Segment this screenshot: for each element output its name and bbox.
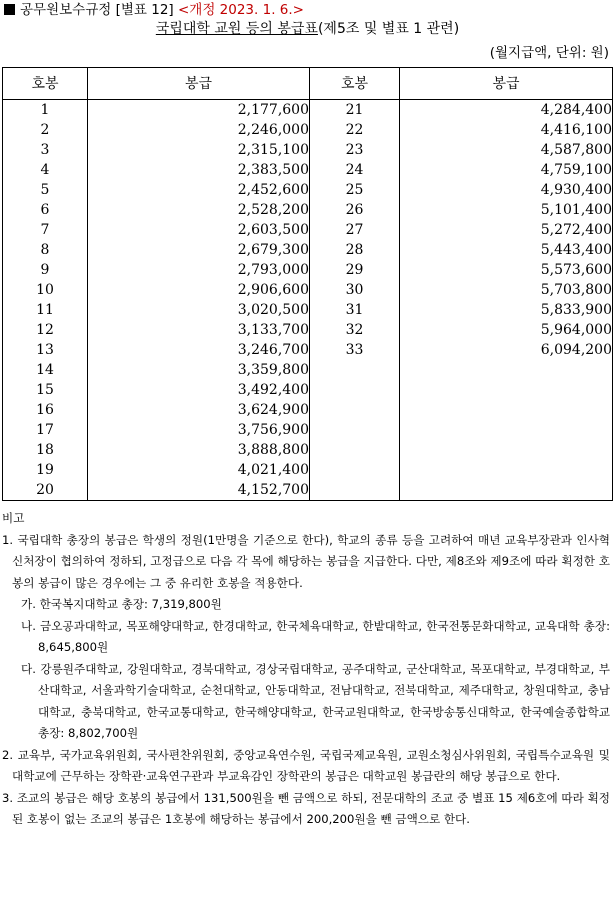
- salary-table: [2, 67, 613, 501]
- pay-left-cell: 2,177,600: [88, 100, 310, 121]
- pay-right-cell: [400, 400, 613, 420]
- grade-left-cell: 7: [3, 220, 88, 240]
- grade-left-cell: 18: [3, 440, 88, 460]
- pay-right-cell: 4,587,800: [400, 140, 613, 160]
- grade-left-cell: 5: [3, 180, 88, 200]
- table-row: [3, 460, 613, 480]
- pay-left-cell: 4,152,700: [88, 480, 310, 501]
- table-row: [3, 100, 613, 121]
- grade-left-cell: 6: [3, 200, 88, 220]
- pay-left-cell: 2,246,000: [88, 120, 310, 140]
- remarks-heading: 비고: [2, 511, 25, 525]
- pay-left-cell: 3,492,400: [88, 380, 310, 400]
- title-main: 국립대학 교원 등의 봉급표: [155, 21, 318, 37]
- grade-right-cell: [310, 360, 400, 380]
- grade-left-cell: 14: [3, 360, 88, 380]
- grade-right-cell: [310, 380, 400, 400]
- table-row: [3, 160, 613, 180]
- grade-left-cell: 13: [3, 340, 88, 360]
- pay-left-cell: 3,888,800: [88, 440, 310, 460]
- table-row: [3, 380, 613, 400]
- grade-left-cell: 10: [3, 280, 88, 300]
- remark-item-1: 1. 국립대학 총장의 봉급은 학생의 정원(1만명을 기준으로 한다), 학교의 종류 등을 고려하여 매년 교육부장관과 인사혁신처장이 협의하여 정하되, 고정급으로 다음 각 목에 해당하는 봉급을 지급한다. 다만, 제8조와 제9조에 따라 획정한 호봉의 봉급이 많은 경우에는 그 중 유리한 호봉을 적용한다.: [2, 532, 610, 590]
- grade-left-cell: 3: [3, 140, 88, 160]
- header-pay-left: 봉급: [88, 68, 310, 100]
- pay-left-cell: 3,246,700: [88, 340, 310, 360]
- grade-left-cell: 2: [3, 120, 88, 140]
- table-row: [3, 400, 613, 420]
- grade-left-cell: 15: [3, 380, 88, 400]
- pay-left-cell: 4,021,400: [88, 460, 310, 480]
- document-header: [4, 2, 304, 19]
- grade-right-cell: [310, 440, 400, 460]
- table-row: [3, 180, 613, 200]
- pay-right-cell: 6,094,200: [400, 340, 613, 360]
- grade-right-cell: 26: [310, 200, 400, 220]
- grade-left-cell: 8: [3, 240, 88, 260]
- grade-left-cell: 20: [3, 480, 88, 501]
- pay-right-cell: [400, 380, 613, 400]
- grade-right-cell: 29: [310, 260, 400, 280]
- remarks-section: [2, 508, 610, 831]
- grade-right-cell: 30: [310, 280, 400, 300]
- grade-left-cell: 19: [3, 460, 88, 480]
- grade-right-cell: 25: [310, 180, 400, 200]
- table-row: [3, 340, 613, 360]
- pay-right-cell: 4,759,100: [400, 160, 613, 180]
- table-row: [3, 280, 613, 300]
- pay-left-cell: 2,679,300: [88, 240, 310, 260]
- pay-left-cell: 3,133,700: [88, 320, 310, 340]
- pay-right-cell: 4,284,400: [400, 100, 613, 121]
- header-grade-left: 호봉: [3, 68, 88, 100]
- table-row: [3, 200, 613, 220]
- pay-left-cell: 3,624,900: [88, 400, 310, 420]
- remark-item-2: 2. 교육부, 국가교육위원회, 국사편찬위원회, 중앙교육연수원, 국립국제교육원, 교원소청심사위원회, 국립특수교육원 및 대학교에 근무하는 장학관·교육연구관과 부교육감인 장학관의 봉급은 대학교원 봉급란의 해당 봉급으로 한다.: [2, 747, 610, 783]
- pay-right-cell: 5,703,800: [400, 280, 613, 300]
- grade-left-cell: 1: [3, 100, 88, 121]
- grade-left-cell: 4: [3, 160, 88, 180]
- table-row: [3, 120, 613, 140]
- remark-item-1-c: 다. 강릉원주대학교, 강원대학교, 경북대학교, 경상국립대학교, 공주대학교, 군산대학교, 목포대학교, 부경대학교, 부산대학교, 서울과학기술대학교, 순천대학교, 안동대학교, 전남대학교, 전북대학교, 제주대학교, 창원대학교, 충남대학교, 충북대학교, 한국교통대학교, 한국해양대학교, 한국교원대학교, 한국방송통신대학교, 한국예술종합학교 총장: 8,802,700원: [21, 661, 610, 740]
- pay-left-cell: 3,020,500: [88, 300, 310, 320]
- grade-right-cell: 33: [310, 340, 400, 360]
- grade-right-cell: 27: [310, 220, 400, 240]
- remark-item-1-b: 나. 금오공과대학교, 목포해양대학교, 한경대학교, 한국체육대학교, 한밭대학교, 한국전통문화대학교, 교육대학 총장: 8,645,800원: [21, 618, 610, 654]
- pay-right-cell: 4,930,400: [400, 180, 613, 200]
- title-suffix: (제5조 및 별표 1 관련): [317, 21, 460, 37]
- grade-right-cell: [310, 480, 400, 501]
- grade-right-cell: [310, 420, 400, 440]
- pay-left-cell: 3,359,800: [88, 360, 310, 380]
- grade-right-cell: 21: [310, 100, 400, 121]
- grade-left-cell: 12: [3, 320, 88, 340]
- pay-right-cell: 5,443,400: [400, 240, 613, 260]
- grade-right-cell: 22: [310, 120, 400, 140]
- remark-item-3: 3. 조교의 봉급은 해당 호봉의 봉급에서 131,500원을 뺀 금액으로 하되, 전문대학의 조교 중 별표 15 제6호에 따라 획정된 호봉이 없는 조교의 봉급은 1호봉에 해당하는 봉급에서 200,200원을 뺀 금액으로 한다.: [2, 790, 610, 826]
- pay-right-cell: [400, 460, 613, 480]
- pay-left-cell: 2,603,500: [88, 220, 310, 240]
- pay-right-cell: [400, 480, 613, 501]
- pay-left-cell: 2,528,200: [88, 200, 310, 220]
- pay-right-cell: 5,101,400: [400, 200, 613, 220]
- table-row: [3, 220, 613, 240]
- grade-right-cell: 28: [310, 240, 400, 260]
- grade-right-cell: [310, 400, 400, 420]
- grade-right-cell: 24: [310, 160, 400, 180]
- pay-right-cell: [400, 420, 613, 440]
- regulation-name: 공무원보수규정: [20, 2, 112, 18]
- grade-left-cell: 9: [3, 260, 88, 280]
- header-pay-right: 봉급: [400, 68, 613, 100]
- grade-right-cell: 32: [310, 320, 400, 340]
- table-row: [3, 480, 613, 501]
- table-row: [3, 360, 613, 380]
- header-grade-right: 호봉: [310, 68, 400, 100]
- grade-right-cell: 31: [310, 300, 400, 320]
- table-row: [3, 320, 613, 340]
- unit-label: (월지급액, 단위: 원): [489, 45, 609, 61]
- pay-left-cell: 2,452,600: [88, 180, 310, 200]
- annex-label: [별표 12]: [115, 2, 174, 18]
- pay-left-cell: 2,793,000: [88, 260, 310, 280]
- pay-right-cell: 5,833,900: [400, 300, 613, 320]
- table-row: [3, 420, 613, 440]
- pay-right-cell: 5,964,000: [400, 320, 613, 340]
- square-bullet-icon: [4, 4, 15, 15]
- grade-left-cell: 17: [3, 420, 88, 440]
- page-title: [0, 19, 615, 39]
- grade-right-cell: [310, 460, 400, 480]
- table-row: [3, 240, 613, 260]
- pay-right-cell: 5,573,600: [400, 260, 613, 280]
- table-row: [3, 440, 613, 460]
- remark-item-1-a: 가. 한국복지대학교 총장: 7,319,800원: [21, 597, 222, 611]
- salary-table-body: [3, 100, 613, 501]
- table-row: [3, 300, 613, 320]
- pay-left-cell: 2,383,500: [88, 160, 310, 180]
- pay-left-cell: 3,756,900: [88, 420, 310, 440]
- pay-right-cell: [400, 360, 613, 380]
- pay-left-cell: 2,315,100: [88, 140, 310, 160]
- table-row: [3, 140, 613, 160]
- grade-left-cell: 16: [3, 400, 88, 420]
- grade-right-cell: 23: [310, 140, 400, 160]
- pay-right-cell: 5,272,400: [400, 220, 613, 240]
- revision-link[interactable]: <개정 2023. 1. 6.>: [177, 2, 304, 18]
- grade-left-cell: 11: [3, 300, 88, 320]
- pay-right-cell: 4,416,100: [400, 120, 613, 140]
- table-row: [3, 260, 613, 280]
- pay-right-cell: [400, 440, 613, 460]
- pay-left-cell: 2,906,600: [88, 280, 310, 300]
- table-header-row: [3, 68, 613, 100]
